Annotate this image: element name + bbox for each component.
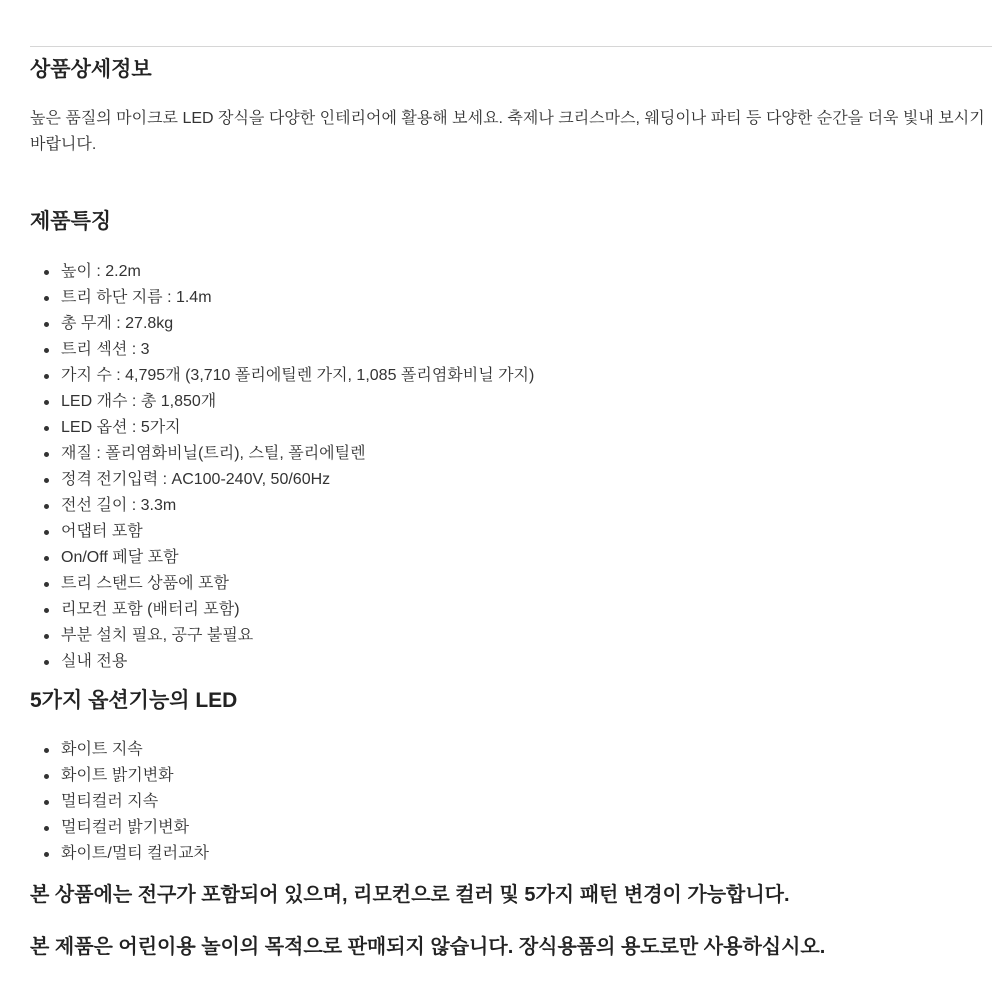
- led-option-item: [30, 763, 992, 789]
- feature-item-assembly: [30, 623, 992, 649]
- top-divider: [30, 46, 992, 47]
- bullet-icon: [44, 374, 49, 379]
- feature-item-label: 총 무게 : 27.8kg: [61, 315, 174, 332]
- feature-item-label: 실내 전용: [61, 653, 128, 670]
- led-option-label: 화이트/멀티 컬러교차: [61, 845, 209, 862]
- bullet-icon: [44, 348, 49, 353]
- bullet-icon: [44, 748, 49, 753]
- led-option-item: [30, 737, 992, 763]
- feature-item-label: 부분 설치 필요, 공구 불필요: [61, 627, 254, 644]
- feature-item-power: [30, 467, 992, 493]
- notice-bulbs-included: 본 상품에는 전구가 포함되어 있으며, 리모컨으로 컬러 및 5가지 패턴 변경이 가능합니다.: [30, 884, 790, 906]
- feature-item-stand: [30, 571, 992, 597]
- product-intro-text: 높은 품질의 마이크로 LED 장식을 다양한 인테리어에 활용해 보세요. 축제나 크리스마스, 웨딩이나 파티 등 다양한 순간을 더욱 빛내 보시기 바랍니다.: [30, 110, 985, 153]
- bullet-icon: [44, 270, 49, 275]
- feature-item-led-count: [30, 389, 992, 415]
- feature-item-label: 정격 전기입력 : AC100-240V, 50/60Hz: [61, 471, 331, 488]
- feature-item-label: 리모컨 포함 (배터리 포함): [61, 601, 240, 618]
- bullet-icon: [44, 608, 49, 613]
- bullet-icon: [44, 452, 49, 457]
- bullet-icon: [44, 660, 49, 665]
- feature-item-label: 가지 수 : 4,795개 (3,710 폴리에틸렌 가지, 1,085 폴리염화비닐 가지): [61, 367, 535, 384]
- bullet-icon: [44, 322, 49, 327]
- bullet-icon: [44, 426, 49, 431]
- led-option-label: 멀티컬러 지속: [61, 793, 159, 810]
- bullet-icon: [44, 634, 49, 639]
- led-options-list: [30, 737, 992, 867]
- led-option-item: [30, 841, 992, 867]
- feature-item-label: 어댑터 포함: [61, 523, 143, 540]
- feature-item-sections: [30, 337, 992, 363]
- led-option-label: 화이트 밝기변화: [61, 767, 174, 784]
- bullet-icon: [44, 478, 49, 483]
- led-options-title: 5가지 옵션기능의 LED: [30, 689, 238, 712]
- led-option-label: 화이트 지속: [61, 741, 143, 758]
- feature-item-adapter: [30, 519, 992, 545]
- feature-item-height: [30, 259, 992, 285]
- led-option-item: [30, 815, 992, 841]
- bullet-icon: [44, 774, 49, 779]
- bullet-icon: [44, 582, 49, 587]
- bullet-icon: [44, 400, 49, 405]
- feature-item-label: 높이 : 2.2m: [61, 263, 141, 280]
- feature-item-label: 전선 길이 : 3.3m: [61, 497, 177, 514]
- bullet-icon: [44, 296, 49, 301]
- feature-item-material: [30, 441, 992, 467]
- feature-item-label: LED 개수 : 총 1,850개: [61, 393, 217, 410]
- feature-item-label: On/Off 페달 포함: [61, 549, 179, 566]
- feature-item-label: 트리 스탠드 상품에 포함: [61, 575, 229, 592]
- feature-item-label: 트리 섹션 : 3: [61, 341, 150, 358]
- product-detail-section: [30, 56, 992, 961]
- feature-item-label: LED 옵션 : 5가지: [61, 419, 181, 436]
- product-detail-title: 상품상세정보: [30, 58, 152, 81]
- bullet-icon: [44, 530, 49, 535]
- feature-item-remote: [30, 597, 992, 623]
- feature-item-cable-length: [30, 493, 992, 519]
- feature-item-label: 재질 : 폴리염화비닐(트리), 스틸, 폴리에틸렌: [61, 445, 366, 462]
- bullet-icon: [44, 852, 49, 857]
- bullet-icon: [44, 556, 49, 561]
- features-list: [30, 259, 992, 675]
- feature-item-branches: [30, 363, 992, 389]
- led-option-label: 멀티컬러 밝기변화: [61, 819, 190, 836]
- feature-item-base-diameter: [30, 285, 992, 311]
- bullet-icon: [44, 504, 49, 509]
- feature-item-weight: [30, 311, 992, 337]
- feature-item-indoor: [30, 649, 992, 675]
- notice-not-a-toy: 본 제품은 어린이용 놀이의 목적으로 판매되지 않습니다. 장식용품의 용도로만 사용하십시오.: [30, 936, 826, 958]
- features-title: 제품특징: [30, 210, 112, 233]
- feature-item-pedal: [30, 545, 992, 571]
- feature-item-label: 트리 하단 지름 : 1.4m: [61, 289, 212, 306]
- bullet-icon: [44, 826, 49, 831]
- bullet-icon: [44, 800, 49, 805]
- led-option-item: [30, 789, 992, 815]
- feature-item-led-options: [30, 415, 992, 441]
